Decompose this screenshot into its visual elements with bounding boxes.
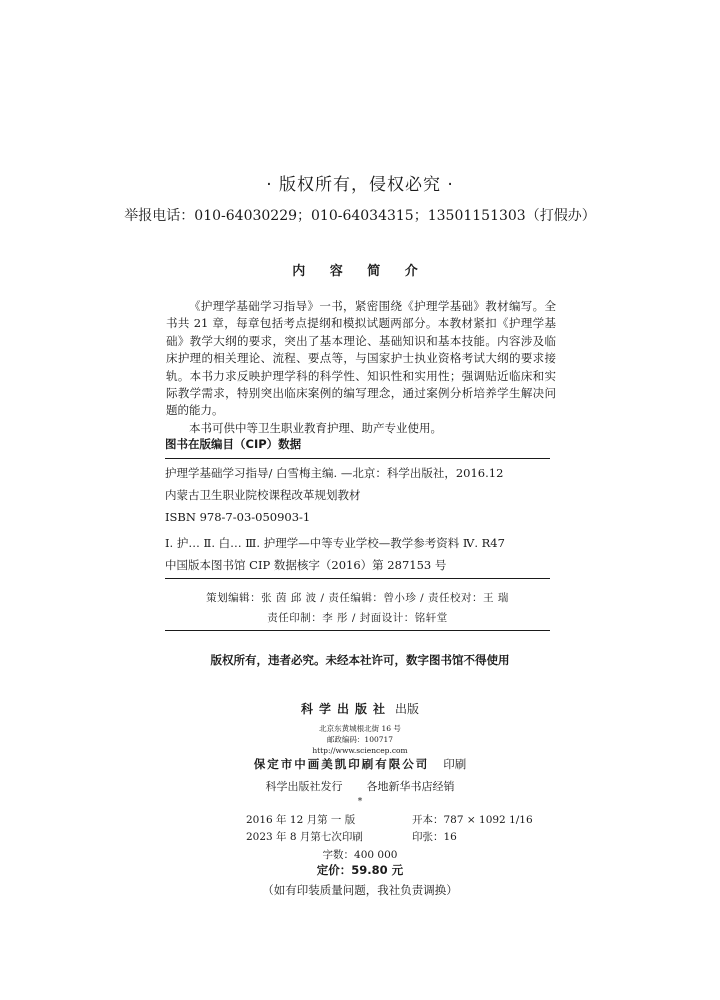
printer-suffix: 印刷 xyxy=(443,757,467,771)
editorial-credits xyxy=(165,588,550,628)
publisher-block xyxy=(0,698,720,756)
printing-info: 2023 年 8 月第七次印刷 xyxy=(246,831,363,843)
cip-block xyxy=(165,436,550,579)
credits-divider xyxy=(165,630,550,631)
separator-star: * xyxy=(357,797,363,807)
seller: 各地新华书店经销 xyxy=(366,780,455,793)
credits-line-1: 策划编辑：张 茵 邱 波 / 责任编辑：曾小珍 / 责任校对：王 瑞 xyxy=(206,592,509,604)
distribution-line xyxy=(0,778,720,794)
word-count: 字数：400 000 xyxy=(322,849,398,861)
cip-record-line: 中国版本图书馆 CIP 数据核字（2016）第 287153 号 xyxy=(165,554,550,579)
edition-info xyxy=(246,812,533,846)
publisher-url: http://www.sciencep.com xyxy=(312,746,408,755)
price: 定价：59.80 元 xyxy=(316,863,404,877)
cip-series-line: 内蒙古卫生职业院校课程改革规划教材 xyxy=(165,488,361,502)
summary-paragraph-1: 《护理学基础学习指导》一书，紧密围绕《护理学基础》教材编写。全书共 21 章，每章包括考点提纲和模拟试题两部分。本教材紧扣《护理学基础》教学大纲的要求，突出了基本理论、基础知识和基本技能。内容涉及临床护理的相关理论、流程、要点等，与国家护士执业资格考试大纲的要求接轨。本书力求反映护理学科的科学性、知识性和实用性；强调贴近临床和实际教学需求，特别突出临床案例的编写理念，通过案例分析培养学生解决问题的能力。 xyxy=(166,299,556,418)
cip-title: 图书在版编目（CIP）数据 xyxy=(165,436,550,459)
first-edition: 2016 年 12 月第 一 版 xyxy=(246,814,356,826)
publisher-suffix: 出版 xyxy=(395,702,420,716)
report-hotline: 举报电话：010-64030229；010-64034315；13501151303（打假办） xyxy=(124,208,596,224)
copyright-title: · 版权所有，侵权必究 · xyxy=(266,175,454,195)
summary-paragraph-2: 本书可供中等卫生职业教育护理、助产专业使用。 xyxy=(189,420,442,435)
publisher-postcode: 邮政编码：100717 xyxy=(326,735,394,744)
rights-notice: 版权所有，违者必究。未经本社许可，数字图书馆不得使用 xyxy=(210,653,510,667)
issuer: 科学出版社发行 xyxy=(265,780,343,793)
publisher-name: 科学出版社 xyxy=(300,702,391,716)
credits-line-2: 责任印制：李 彤 / 封面设计：铭轩堂 xyxy=(267,612,448,624)
price-note: （如有印装质量问题，我社负责调换） xyxy=(262,883,458,897)
cip-isbn-line: ISBN 978-7-03-050903-1 xyxy=(165,510,311,524)
cip-classification-line: Ⅰ. 护… Ⅱ. 白… Ⅲ. 护理学—中等专业学校—教学参考资料 Ⅳ. R47 xyxy=(165,536,505,550)
publisher-address: 北京东黄城根北街 16 号 xyxy=(319,724,401,733)
book-format: 开本：787 × 1092 1/16 xyxy=(412,814,533,826)
cip-title-line: 护理学基础学习指导/ 白雪梅主编. —北京：科学出版社，2016.12 xyxy=(165,466,504,480)
summary-heading: 内 容 简 介 xyxy=(292,264,428,279)
printer-name: 保定市中画美凯印刷有限公司 xyxy=(253,757,430,771)
summary-body xyxy=(166,298,556,437)
printer-line xyxy=(0,756,720,772)
print-sheets: 印张：16 xyxy=(412,831,457,843)
